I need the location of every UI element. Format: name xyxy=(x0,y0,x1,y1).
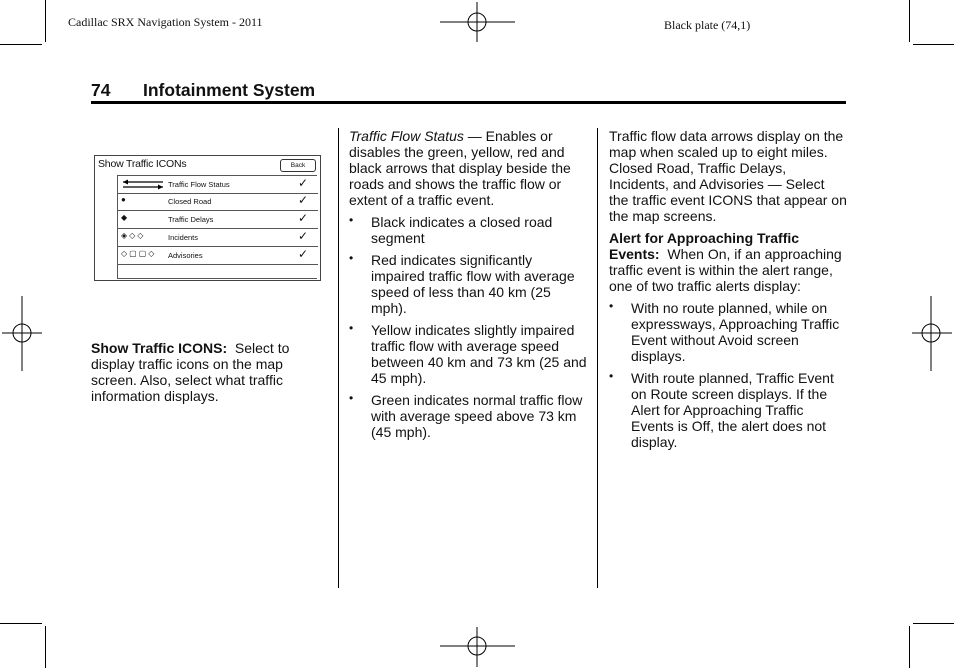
document-title: Cadillac SRX Navigation System - 2011 xyxy=(68,15,263,29)
list-item-incidents[interactable] xyxy=(118,229,318,247)
list-item xyxy=(349,392,589,440)
body-text: — Enables or disables the green, yellow, red and black arrows that display beside the roads and shows the traffic flow or extent of a traffic event. xyxy=(349,128,571,208)
crop-mark xyxy=(913,44,954,45)
bullet-text: Black indicates a closed road segment xyxy=(371,214,553,246)
registration-mark-top xyxy=(440,2,515,42)
crop-mark xyxy=(0,44,42,45)
crop-mark xyxy=(909,626,910,668)
registration-mark-right xyxy=(912,296,952,371)
crop-mark xyxy=(45,0,46,42)
section-title: Infotainment System xyxy=(143,80,316,100)
bullet-text: With route planned, Traffic Event on Route screen displays. If the Alert for Approaching Traffic Events is Off, the alert does not display. xyxy=(631,370,834,450)
crop-mark xyxy=(909,0,910,42)
list-item xyxy=(349,322,589,386)
registration-mark-left xyxy=(2,296,42,371)
back-button[interactable]: Back xyxy=(280,159,316,172)
list-item-advisories[interactable] xyxy=(118,247,318,265)
checkmark-icon: ✓ xyxy=(297,176,308,190)
crop-mark xyxy=(45,626,46,668)
checkmark-icon: ✓ xyxy=(297,211,308,225)
bullet-icon: • xyxy=(609,299,614,313)
crop-mark xyxy=(913,623,954,624)
list-item-traffic-delays[interactable] xyxy=(118,211,318,229)
body-text: When On, if an approaching traffic event is within the alert range, one of two traffic alerts display: xyxy=(609,246,842,294)
term-bold: Show Traffic ICONS: xyxy=(91,340,228,356)
column-divider xyxy=(597,128,598,588)
show-traffic-icons-screen xyxy=(94,155,321,281)
bullet-icon: • xyxy=(349,391,354,405)
list-item xyxy=(609,300,847,364)
traffic-flow-status-paragraph xyxy=(349,128,589,208)
bullet-text: Green indicates normal traffic flow with average speed above 73 km (45 mph). xyxy=(371,392,583,440)
alert-paragraph xyxy=(609,230,847,294)
bullet-text: With no route planned, while on expressways, Approaching Traffic Event without Avoid screen displays. xyxy=(631,300,840,364)
bullet-text: Yellow indicates slightly impaired traffic flow with average speed between 40 km and 73 km (25 and 45 mph). xyxy=(371,322,587,386)
term-italic: Traffic Flow Status xyxy=(349,128,464,144)
closed-road-icon: ● xyxy=(121,195,128,204)
checkmark-icon: ✓ xyxy=(297,193,308,207)
list-item xyxy=(349,214,589,246)
list-item xyxy=(609,370,847,450)
screen-title: Show Traffic ICONs xyxy=(98,158,187,170)
incident-icons: ◈◇◇ xyxy=(121,231,146,240)
bullet-icon: • xyxy=(349,321,354,335)
page-number: 74 xyxy=(91,80,111,100)
body-text: Select to display traffic icons on the map screen. Also, select what traffic information displays. xyxy=(91,340,290,404)
registration-mark-bottom xyxy=(440,627,515,667)
row-label: Traffic Delays xyxy=(168,215,214,224)
list-item-traffic-flow-status[interactable] xyxy=(118,176,318,194)
column-3 xyxy=(609,128,847,450)
checkmark-icon: ✓ xyxy=(297,247,308,261)
column-1 xyxy=(91,340,311,404)
bullet-icon: • xyxy=(349,251,354,265)
row-label: Incidents xyxy=(168,233,199,242)
traffic-icon-list xyxy=(117,175,317,279)
crop-mark xyxy=(0,623,42,624)
plate-label: Black plate (74,1) xyxy=(664,18,751,32)
heading-rule xyxy=(91,101,846,104)
list-item xyxy=(349,252,589,316)
row-label: Closed Road xyxy=(168,197,212,206)
advisory-icons: ◇▢▢◇ xyxy=(121,249,157,258)
checkmark-icon: ✓ xyxy=(297,229,308,243)
show-traffic-icons-paragraph xyxy=(91,340,311,404)
row-label: Traffic Flow Status xyxy=(168,180,230,189)
section-heading xyxy=(91,80,315,101)
bullet-text: Red indicates significantly impaired traffic flow with average speed of less than 40 km (25 mph). xyxy=(371,252,575,316)
traffic-flow-data-paragraph: Traffic flow data arrows display on the map when scaled up to eight miles. Closed Road, Traffic Delays, Incidents, and Advisories — Select the traffic event ICONS that appear on the map screens. xyxy=(609,128,847,224)
column-2 xyxy=(349,128,589,440)
traffic-delay-icon: ◆ xyxy=(121,213,130,222)
row-label: Advisories xyxy=(168,251,203,260)
bullet-icon: • xyxy=(609,369,614,383)
column-divider xyxy=(338,128,339,588)
term-bold: Alert for Approaching Traffic Events: xyxy=(609,230,800,262)
arrows-icon xyxy=(121,178,165,190)
list-item-closed-road[interactable] xyxy=(118,193,318,211)
bullet-icon: • xyxy=(349,213,354,227)
